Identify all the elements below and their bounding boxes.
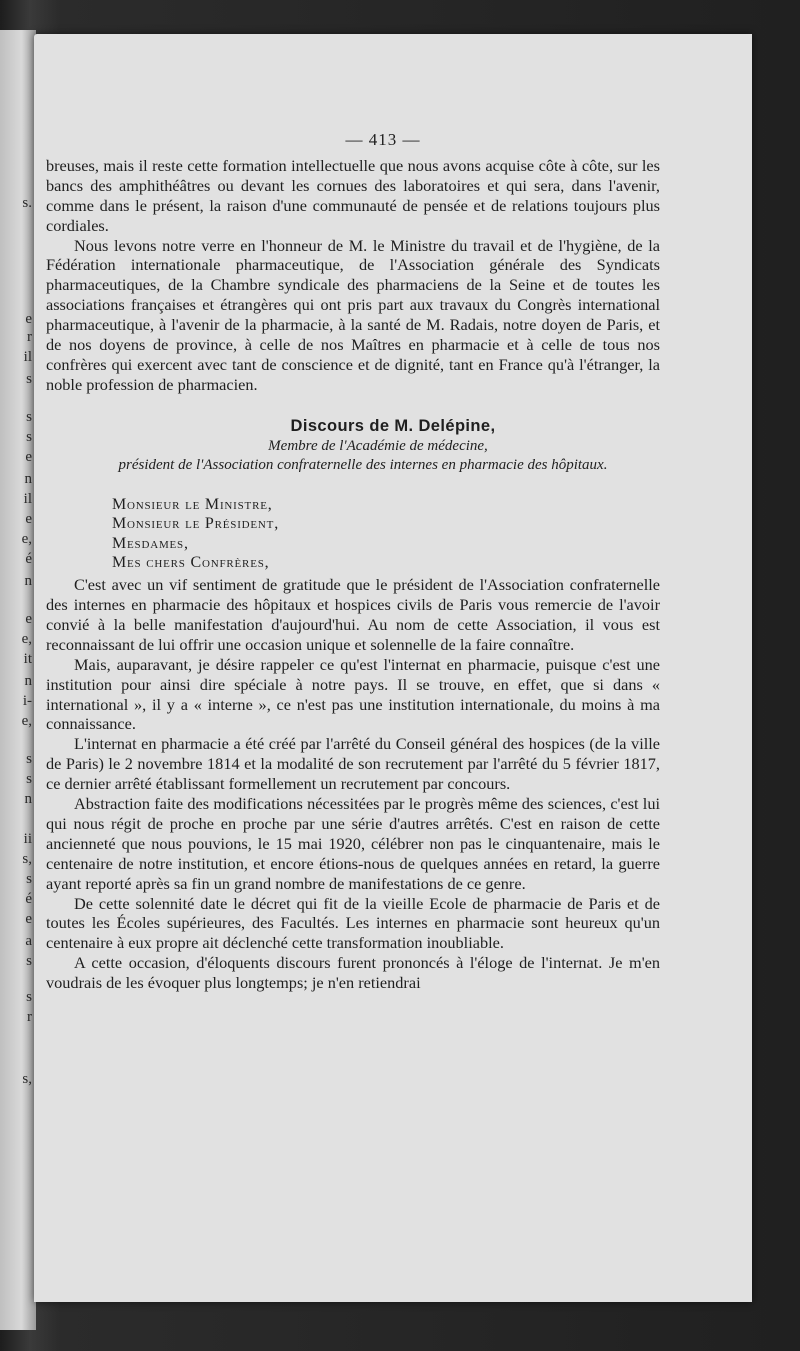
- margin-fragment: e: [25, 449, 32, 465]
- margin-fragment: n: [24, 573, 32, 589]
- adjacent-page-edge: [0, 30, 36, 1330]
- paragraph: Nous levons notre verre en l'honneur de M. le Ministre du travail et de l'hygiène, de la Fédération internationale pharmaceutique, de l'Association générale des Syndicats pharmaceutiques, de la Chambre syndicale des pharmaciens de la Seine et de toutes les associations françaises et étrangères qui ont pris part aux travaux du Congrès international pharmaceutique, à l'avenir de la pharmacie, à la santé de M. Radais, notre doyen de Paris, et de nos doyens de province, à celle de nos Maîtres en pharmacie et à celle de tous nos confrères qui exercent avec tant de conscience et de dignité, tant en France qu'à l'étranger, la noble profession de pharmacien.: [46, 235, 660, 394]
- book-page: [34, 34, 752, 1302]
- margin-fragment: n: [24, 791, 32, 807]
- salutation-line: Monsieur le Président,: [112, 515, 279, 533]
- margin-fragment: n: [24, 673, 32, 689]
- margin-fragment: il: [23, 491, 32, 507]
- margin-fragment: ii: [23, 831, 32, 847]
- paragraph: breuses, mais il reste cette formation intellectuelle que nous avons acquise côte à côte, sur les bancs des amphithéâtres ou devant les cornues des laboratoires et qui sera, dans l'avenir, comme dans le présent, la raison d'une communauté de pensée et de relations toujours plus cordiales.: [46, 155, 660, 235]
- speaker-title: Membre de l'Académie de médecine,: [268, 437, 488, 454]
- margin-fragment: e,: [21, 713, 32, 729]
- margin-fragment: it: [23, 651, 32, 667]
- margin-fragment: é: [25, 551, 32, 567]
- paragraph: De cette solennité date le décret qui fit de la vieille Ecole de pharmacie de Paris et de toutes les Écoles supérieures, des Facultés. Les internes en pharmacie sont heureux qu'un centenaire à eux propre ait déclenché cette transformation inoubliable.: [46, 893, 660, 953]
- margin-fragment: a: [25, 933, 32, 949]
- margin-fragment: é: [25, 891, 32, 907]
- paragraph: C'est avec un vif sentiment de gratitude que le président de l'Association confraternelle des internes en pharmacie des hôpitaux et hospices civils de Paris vous remercie de l'avoir convié à la belle manifestation d'aujourd'hui. Au nom de cette Association, il vous est reconnaissant de lui offrir une occasion unique et solennelle de la faire connaître.: [46, 575, 660, 654]
- paragraph: Mais, auparavant, je désire rappeler ce qu'est l'internat en pharmacie, puisque c'est une institution pour ainsi dire spéciale à notre pays. Il se trouve, en effet, que si dans « international », il y a « interne », ce n'est pas une institution internationale, du moins à ma connaissance.: [46, 654, 660, 734]
- margin-fragment: s: [26, 989, 32, 1005]
- margin-fragment: s: [26, 771, 32, 787]
- margin-fragment: e,: [21, 631, 32, 647]
- margin-fragment: s: [26, 871, 32, 887]
- margin-fragment: r: [27, 1009, 32, 1025]
- margin-fragment: e: [25, 611, 32, 627]
- page-content: [46, 130, 660, 993]
- margin-fragment: s: [26, 953, 32, 969]
- margin-fragment: s,: [22, 851, 32, 867]
- paragraph: L'internat en pharmacie a été créé par l'arrêté du Conseil général des hospices (de la ville de Paris) le 2 novembre 1814 et la modalité de son recrutement par l'arrêté du 5 février 1817, ce dernier arrêté établissant formellement un recrutement par concours.: [46, 734, 660, 794]
- margin-fragment: s: [26, 409, 32, 425]
- section-heading: Discours de M. Delépine,: [290, 416, 496, 435]
- margin-fragment: e: [25, 911, 32, 927]
- speaker-affiliation: président de l'Association confraternelle des internes en pharmacie des hôpitaux.: [118, 456, 608, 473]
- margin-fragment: s: [26, 429, 32, 445]
- margin-fragment: s: [26, 371, 32, 387]
- margin-fragment: e: [25, 511, 32, 527]
- paragraph: Abstraction faite des modifications nécessitées par le progrès même des sciences, c'est lui qui nous régit de proche en proche par une série d'autres arrêtés. C'est en raison de cette ancienneté que nous pouvions, le 15 mai 1920, célébrer non pas le cinquantenaire, mais le centenaire de notre institution, et encore étions-nous de quelques années en retard, la guerre ayant reporté après sa fin un grand nombre de manifestations de ce genre.: [46, 794, 660, 893]
- salutation-line: Mesdames,: [112, 534, 189, 552]
- margin-fragment: s: [26, 751, 32, 767]
- salutation-line: Monsieur le Ministre,: [112, 495, 273, 513]
- speech-body: [46, 575, 660, 993]
- salutation-line: Mes chers Confrères,: [112, 554, 270, 572]
- margin-fragment: il: [23, 349, 32, 365]
- paragraph: A cette occasion, d'éloquents discours furent prononcés à l'éloge de l'internat. Je m'en voudrais de les évoquer plus longtemps; je n'en retiendrai: [46, 953, 660, 993]
- margin-fragment: s.: [22, 195, 32, 211]
- margin-fragment: n: [24, 471, 32, 487]
- margin-fragment: r: [27, 329, 32, 345]
- margin-fragment: s,: [22, 1071, 32, 1087]
- margin-fragment: e: [25, 311, 32, 327]
- margin-fragment: i-: [22, 693, 32, 709]
- margin-fragment: e,: [21, 531, 32, 547]
- page-number: — 413 —: [345, 130, 421, 149]
- salutation-block: [112, 495, 660, 573]
